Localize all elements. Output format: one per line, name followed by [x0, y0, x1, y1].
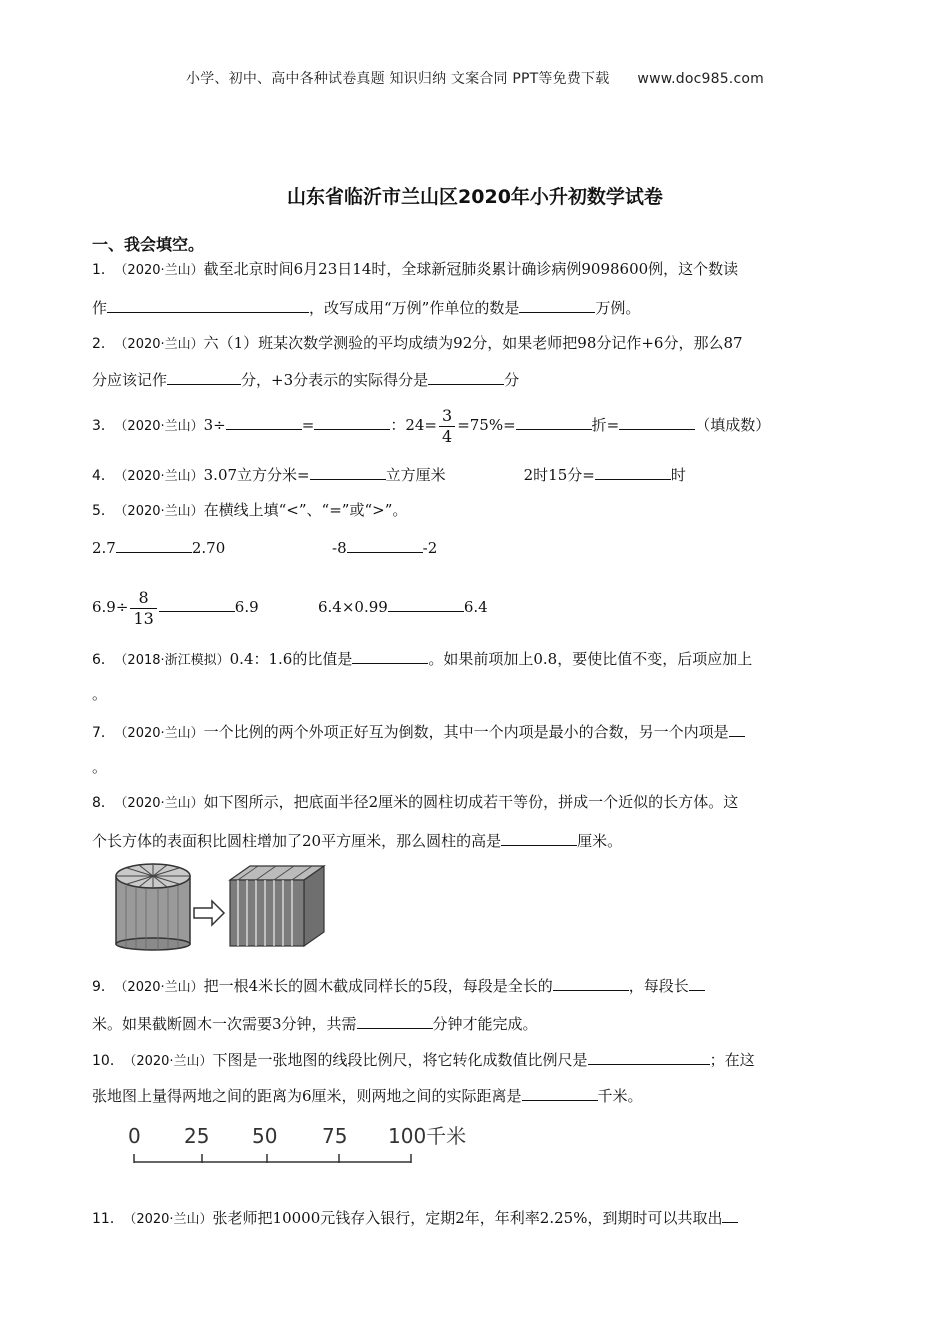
q5-c-right: 6.9 [234, 598, 259, 616]
q5-c-left: 6.9÷ [92, 598, 129, 616]
q5-number: 5． [92, 503, 115, 519]
q9-source: （2020·兰山） [120, 980, 204, 995]
q7-blank[interactable] [729, 721, 745, 737]
q2-source: （2020·兰山） [120, 337, 204, 352]
q8-text-1: 如下图所示，把底面半径2厘米的圆柱切成若干等份，拼成一个近似的长方体。这 [203, 793, 739, 811]
q10-number: 10． [92, 1053, 124, 1069]
q5-a-left: 2.7 [92, 539, 116, 557]
q11-line1 [92, 1207, 738, 1230]
q7-line2 [92, 757, 107, 777]
q2-number: 2． [92, 336, 115, 352]
q10-source: （2020·兰山） [129, 1054, 213, 1069]
line-scale-figure [120, 1120, 480, 1168]
q7-source: （2020·兰山） [120, 726, 204, 741]
q8-line2 [92, 830, 622, 851]
q2-text-2: 分应该记作 [92, 371, 168, 389]
q10-text-3: 张地图上量得两地之间的距离为6厘米，则两地之间的实际距离是 [92, 1087, 522, 1105]
q10-text-1: 下图是一张地图的线段比例尺，将它转化成数值比例尺是 [212, 1051, 588, 1069]
q6-number: 6． [92, 652, 115, 668]
q10-blank-1[interactable] [588, 1049, 710, 1065]
q8-number: 8． [92, 795, 115, 811]
q8-blank[interactable] [501, 830, 577, 846]
section-heading: 一、我会填空。 [92, 235, 205, 254]
q1-blank-2[interactable] [519, 297, 595, 313]
q6-text-1: 0.4：1.6的比值是 [229, 650, 353, 668]
q9-line1 [92, 975, 705, 998]
page-title: 山东省临沂市兰山区2020年小升初数学试卷 [287, 186, 663, 208]
q3-fraction [439, 406, 455, 447]
q3-fraction-numerator: 3 [439, 406, 455, 427]
q3-text-4: =75%= [457, 416, 516, 434]
q6-text-3: 。 [92, 685, 108, 703]
q5-line [92, 500, 407, 522]
page-header [0, 68, 950, 88]
q3-fraction-denominator: 4 [442, 426, 453, 446]
q11-number: 11． [92, 1211, 124, 1227]
q1-number: 1． [92, 262, 115, 278]
q6-blank-1[interactable] [352, 648, 428, 664]
q5-blank-c[interactable] [159, 596, 235, 612]
q3-number: 3． [92, 418, 115, 434]
q4-text-3: 2时15分= [523, 466, 595, 484]
q7-number: 7． [92, 725, 115, 741]
q3-text-2: = [301, 416, 315, 434]
q3-text-3: ：24= [390, 416, 437, 434]
q3-blank-3[interactable] [516, 414, 592, 430]
q11-source: （2020·兰山） [129, 1212, 213, 1227]
cylinder-icon [116, 864, 190, 950]
q10-line2 [92, 1085, 643, 1106]
q3-text-5: 折= [591, 416, 620, 434]
q5-blank-d[interactable] [388, 596, 464, 612]
q2-blank-1[interactable] [167, 369, 241, 385]
q3-blank-1[interactable] [226, 414, 302, 430]
q4-blank-2[interactable] [595, 464, 671, 480]
q5-fraction-denominator: 13 [133, 608, 154, 628]
q8-text-2: 个长方体的表面积比圆柱增加了20平方厘米，那么圆柱的高是 [92, 832, 502, 850]
q3-line [92, 403, 770, 449]
q9-line2 [92, 1013, 538, 1034]
q7-text-1: 一个比例的两个外项正好互为倒数，其中一个内项是最小的合数，另一个内项是 [203, 723, 729, 741]
q10-line1 [92, 1049, 755, 1072]
q5-blank-b[interactable] [347, 537, 423, 553]
scale-label-0: 0 [128, 1124, 141, 1148]
q9-blank-1[interactable] [553, 975, 629, 991]
q2-text-4: 分 [504, 371, 520, 389]
q3-source: （2020·兰山） [120, 419, 204, 434]
q1-text-3: ，改写成用“万例”作单位的数是 [309, 299, 520, 317]
q9-text-3: 米。如果截断圆木一次需要3分钟，共需 [92, 1015, 357, 1033]
scale-label-50: 50 [252, 1124, 278, 1148]
q1-blank-1[interactable] [107, 297, 309, 313]
scale-label-100: 100千米 [388, 1124, 467, 1148]
q4-number: 4． [92, 468, 115, 484]
q9-text-1: 把一根4米长的圆木截成同样长的5段，每段是全长的 [203, 977, 553, 995]
q1-line2 [92, 297, 640, 318]
q6-text-2: 。如果前项加上0.8，要使比值不变，后项应加上 [428, 650, 753, 668]
q3-text-6: （填成数） [695, 416, 771, 434]
q6-source: （2018·浙江模拟） [120, 653, 230, 668]
q5-row-a [92, 537, 225, 558]
q4-text-2: 立方厘米 [385, 466, 446, 484]
q9-blank-2[interactable] [689, 975, 705, 991]
q10-text-4: 千米。 [597, 1087, 643, 1105]
q2-line2 [92, 369, 519, 390]
q8-line1 [92, 792, 738, 814]
q4-line [92, 464, 686, 487]
q7-line1 [92, 721, 745, 744]
q10-text-2: ；在这 [709, 1051, 755, 1069]
q1-text-4: 万例。 [595, 299, 641, 317]
q5-a-right: 2.70 [191, 539, 226, 557]
q5-fraction-numerator: 8 [130, 588, 156, 609]
q9-text-4: 分钟才能完成。 [432, 1015, 538, 1033]
q11-blank[interactable] [722, 1207, 738, 1223]
q5-d-left: 6.4×0.99 [318, 598, 388, 616]
q4-source: （2020·兰山） [120, 469, 204, 484]
q5-source: （2020·兰山） [120, 504, 204, 519]
q5-row-d [318, 585, 488, 629]
cylinder-to-cuboid-figure [110, 860, 330, 952]
q5-blank-a[interactable] [116, 537, 192, 553]
q1-source: （2020·兰山） [120, 263, 204, 278]
q3-blank-4[interactable] [619, 414, 695, 430]
scale-bar [134, 1154, 411, 1163]
q4-text-1: 3.07立方分米= [203, 466, 310, 484]
q1-line1 [92, 259, 738, 281]
q1-text: 截至北京时间6月23日14时，全球新冠肺炎累计确诊病例9098600例，这个数读 [203, 260, 739, 278]
q5-text: 在横线上填“<”、“=”或“>”。 [203, 501, 408, 519]
cuboid-icon [230, 866, 324, 946]
q10-blank-2[interactable] [522, 1085, 598, 1101]
header-text: 小学、初中、高中各种试卷真题 知识归纳 文案合同 PPT等免费下载 [186, 71, 610, 87]
q6-line1 [92, 648, 752, 671]
q2-line1 [92, 333, 743, 355]
q9-text-2: ，每段长 [628, 977, 689, 995]
q7-text-2: 。 [92, 758, 108, 776]
q6-line2 [92, 684, 107, 704]
q3-text-1: 3÷ [203, 416, 226, 434]
q9-blank-3[interactable] [357, 1013, 433, 1029]
q5-b-left: -8 [332, 539, 347, 557]
q1-text-2: 作 [92, 299, 108, 317]
q4-text-4: 时 [670, 466, 686, 484]
q4-blank-1[interactable] [310, 464, 386, 480]
q5-row-c [92, 585, 259, 629]
q2-text: 六（1）班某次数学测验的平均成绩为92分，如果老师把98分记作+6分，那么87 [203, 334, 743, 352]
scale-label-25: 25 [184, 1124, 210, 1148]
header-url[interactable]: www.doc985.com [637, 71, 764, 87]
q8-text-3: 厘米。 [577, 832, 623, 850]
scale-label-75: 75 [322, 1124, 348, 1148]
q11-text-1: 张老师把10000元钱存入银行，定期2年，年利率2.25%，到期时可以共取出 [212, 1209, 723, 1227]
q2-text-3: 分，+3分表示的实际得分是 [241, 371, 429, 389]
q9-number: 9． [92, 979, 115, 995]
q5-row-b [332, 537, 437, 558]
arrow-right-icon [194, 901, 224, 925]
q5-fraction [130, 588, 156, 629]
q5-d-right: 6.4 [463, 598, 488, 616]
q2-blank-2[interactable] [428, 369, 504, 385]
q8-source: （2020·兰山） [120, 796, 204, 811]
q5-b-right: -2 [422, 539, 438, 557]
q3-blank-2[interactable] [314, 414, 390, 430]
